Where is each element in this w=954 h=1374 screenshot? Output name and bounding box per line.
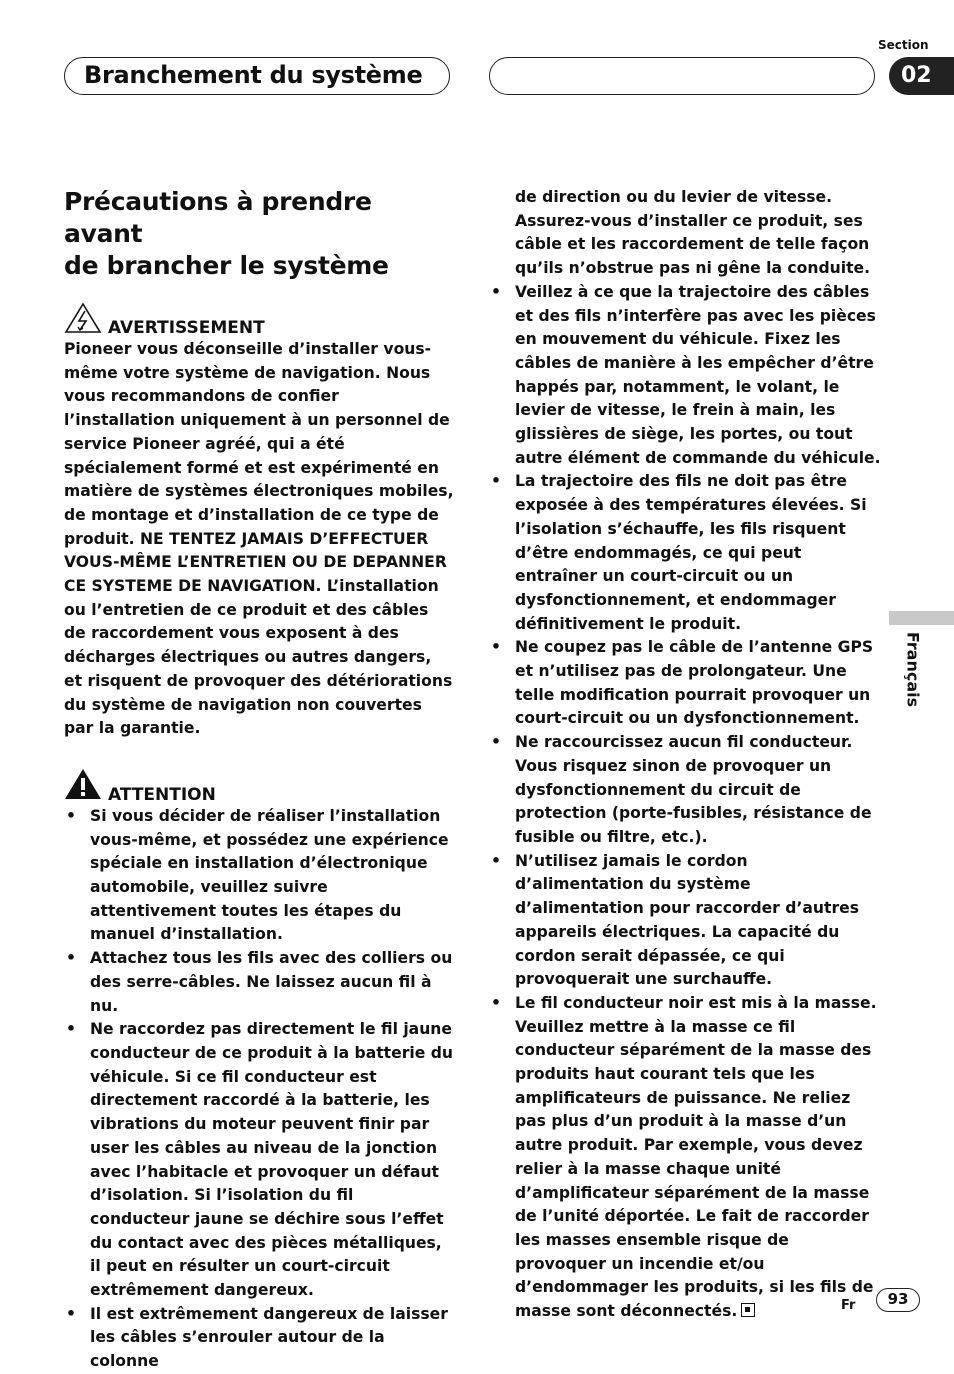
list-item: • La trajectoire des fils ne doit pas être exposée à des températures élevées. Si l’isolation s’échauffe, les fils risquent d’être endommagés, ce qui peut entraîner un court-circuit ou un dysfonctionnement, et endommager définitivement le produit. bbox=[491, 472, 867, 633]
heading-line-1: Précautions à prendre avant bbox=[64, 187, 372, 248]
page-number: 93 bbox=[876, 1288, 920, 1312]
right-column bbox=[489, 186, 881, 1324]
caution-header bbox=[64, 771, 454, 805]
page-title: Branchement du système bbox=[84, 61, 423, 89]
list-item: • Ne raccourcissez aucun fil conducteur. Vous risquez sinon de provoquer un dysfonctionnement du circuit de protection (porte-fusibles, résistance de fusible ou filtre, etc.). bbox=[491, 733, 872, 846]
list-item: • Le fil conducteur noir est mis à la masse. Veuillez mettre à la masse ce fil conducteur séparément de la masse des produits haut courant tels que les amplificateurs de puissance. Ne reliez pas plus d’un produit à la masse d’un autre produit. Par exemple, vous devez relier à la masse chaque unité d’amplificateur séparément de la masse de l’unité déportée. Le fait de raccorder les masses ensemble risque de provoquer un incendie et/ou d’endommager les produits, si les fils de masse sont déconnectés. bbox=[491, 993, 877, 1321]
warning-header bbox=[64, 304, 454, 338]
section-heading bbox=[64, 186, 454, 282]
warning-label: AVERTISSEMENT bbox=[108, 318, 265, 338]
list-item: • Ne raccordez pas directement le fil jaune conducteur de ce produit à la batterie du véhicule. Si ce fil conducteur est directement raccordé à la batterie, les vibrations du moteur peuvent finir par user les câbles au niveau de la jonction avec l’habitacle et provoquer un défaut d’isolation. Si l’isolation du fil conducteur jaune se déchire sous l’effet du contact avec des pièces métalliques, il peut en résulter un court-circuit extrêmement dangereux. bbox=[66, 1020, 454, 1300]
list-item: • N’utilisez jamais le cordon d’alimentation du système d’alimentation pour raccorder d’autres appareils électriques. La capacité du cordon serait dépassée, ce qui provoquerait une surchauffe. bbox=[491, 851, 860, 989]
language-code: Fr bbox=[841, 1298, 856, 1313]
warning-text: Pioneer vous déconseille d’installer vous-même votre système de navigation. Nous vous recommandons de confier l’installation uniquement à un personnel de service Pioneer agréé, qui a été spécialement formé et est expérimenté en matière de systèmes électroniques mobiles, de montage et d’installation de ce type de produit. NE TENTEZ JAMAIS D’EFFECTUER VOUS-MÊME L’ENTRETIEN OU DE DEPANNER CE SYSTEME DE NAVIGATION. L’installation ou l’entretien de ce produit et des câbles de raccordement vous exposent à des décharges électriques ou autres dangers, et risquent de provoquer des détériorations du système de navigation non couvertes par la garantie. bbox=[64, 340, 454, 738]
section-label: Section bbox=[878, 38, 929, 52]
left-column bbox=[64, 186, 454, 1374]
list-item: • Il est extrêmement dangereux de laisser les câbles s’enrouler autour de la colonne bbox=[66, 1304, 448, 1371]
caution-icon bbox=[64, 767, 102, 805]
list-item: • Veillez à ce que la trajectoire des câbles et des fils n’interfère pas avec les pièces en mouvement du véhicule. Fixez les câbles de manière à les empêcher d’être happés par, notamment, le volant, le levier de vitesse, le frein à main, les glissières de siège, les portes, ou tout autre élément de commande du véhicule. bbox=[491, 282, 881, 467]
caution-list-right bbox=[489, 186, 881, 1324]
language-label: Français bbox=[903, 631, 923, 708]
list-item: • Ne coupez pas le câble de l’antenne GPS et n’utilisez pas de prolongateur. Une telle modification pourrait provoquer un court-circuit ou un dysfonctionnement. bbox=[491, 638, 874, 728]
header-blank-frame bbox=[489, 57, 875, 95]
end-of-section-icon bbox=[741, 1303, 755, 1317]
caution-label: ATTENTION bbox=[108, 784, 216, 805]
electric-warning-icon bbox=[64, 302, 102, 338]
heading-line-2: de brancher le système bbox=[64, 251, 389, 280]
section-number-tab: 02 bbox=[889, 57, 954, 95]
caution-list-left bbox=[64, 805, 454, 1374]
list-item: • Si vous décider de réaliser l’installation vous-même, et possédez une expérience spéciale en installation d’électronique automobile, veuillez suivre attentivement toutes les étapes du manuel d’installation. bbox=[66, 806, 449, 944]
list-item-continued: de direction ou du levier de vitesse. Assurez-vous d’installer ce produit, ses câble et les raccordement de telle façon qu’ils n’obstrue pas ni gêne la conduite. bbox=[515, 188, 871, 278]
list-item: • Attachez tous les fils avec des colliers ou des serre-câbles. Ne laissez aucun fil à nu. bbox=[66, 949, 453, 1015]
